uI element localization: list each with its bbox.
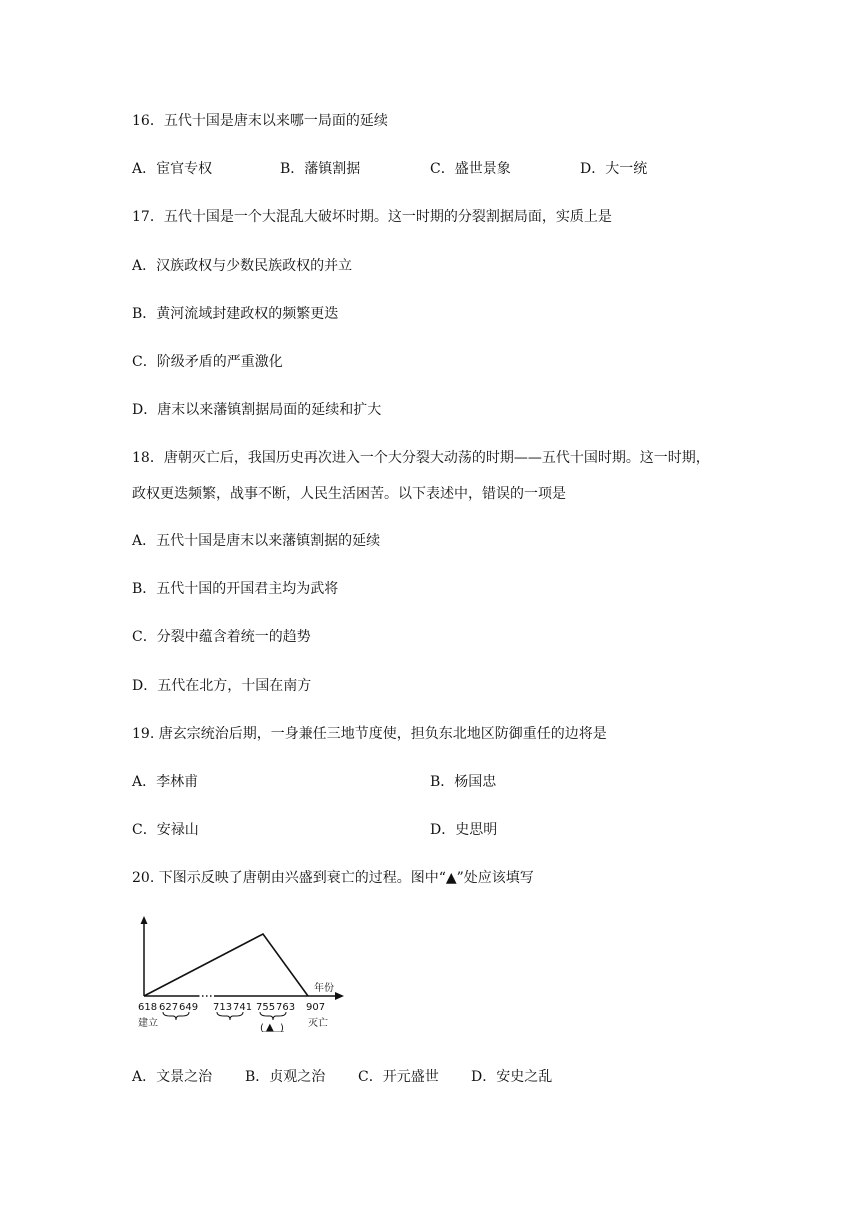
q18-stem-line1: 18．唐朝灭亡后，我国历史再次进入一个大分裂大动荡的时期——五代十国时期。这一时期， [132, 450, 710, 466]
q16-stem: 16．五代十国是唐末以来哪一局面的延续 [132, 113, 388, 129]
q20-option-d: D．安史之乱 [471, 1069, 553, 1085]
x-axis-label: 年份 [314, 983, 334, 994]
year-label-763: 763 [276, 1002, 296, 1013]
year-label-755: 755 [256, 1002, 276, 1013]
q17-option-c: C．阶级矛盾的严重激化 [132, 354, 283, 370]
period-brace-755-763 [260, 1012, 286, 1020]
year-label-627: 627 [159, 1002, 179, 1013]
blank-marker-open-paren: ( [260, 1023, 264, 1032]
year-label-741: 741 [233, 1002, 253, 1013]
q19-option-b: B．杨国忠 [430, 774, 497, 790]
q19-option-c: C．安禄山 [132, 822, 199, 838]
q19-option-d: D．史思明 [430, 822, 498, 838]
q18-option-d: D．五代在北方，十国在南方 [132, 678, 312, 694]
tang-dynasty-rise-fall-diagram [128, 912, 358, 1032]
q16-option-c: C．盛世景象 [430, 161, 511, 177]
period-brace-627-649 [163, 1012, 189, 1020]
q18-stem-line2: 政权更迭频繁，战事不断，人民生活困苦。以下表述中，错误的一项是 [132, 486, 566, 502]
q16-option-d: D．大一统 [580, 161, 648, 177]
q18-option-a: A．五代十国是唐末以来藩镇割据的延续 [132, 533, 381, 549]
y-axis-arrow [141, 916, 148, 924]
blank-marker-close-paren: ) [280, 1023, 284, 1032]
rise-fall-line [144, 934, 308, 996]
q17-stem: 17．五代十国是一个大混乱大破坏时期。这一时期的分裂割据局面，实质上是 [132, 209, 612, 225]
blank-marker-triangle: ▲ [266, 1022, 274, 1032]
q16-option-b: B．藩镇割据 [280, 161, 361, 177]
q20-option-b: B．贞观之治 [245, 1069, 326, 1085]
q16-option-a: A．宦官专权 [132, 161, 213, 177]
end-label: 灭亡 [308, 1018, 328, 1029]
year-label-618: 618 [138, 1002, 158, 1013]
start-label: 建立 [138, 1018, 158, 1029]
q19-stem: 19. 唐玄宗统治后期，一身兼任三地节度使，担负东北地区防御重任的边将是 [132, 726, 607, 742]
q17-option-a: A．汉族政权与少数民族政权的并立 [132, 258, 353, 274]
period-brace-713-741 [217, 1012, 243, 1020]
year-label-713: 713 [213, 1002, 233, 1013]
q18-option-b: B．五代十国的开国君主均为武将 [132, 581, 339, 597]
q20-option-a: A．文景之治 [132, 1069, 213, 1085]
q20-option-c: C．开元盛世 [358, 1069, 439, 1085]
x-axis-arrow [335, 992, 344, 1000]
q18-option-c: C．分裂中蕴含着统一的趋势 [132, 629, 311, 645]
year-label-907: 907 [306, 1002, 326, 1013]
q17-option-d: D．唐末以来藩镇割据局面的延续和扩大 [132, 402, 382, 418]
q17-option-b: B．黄河流域封建政权的频繁更迭 [132, 306, 339, 322]
q20-stem: 20. 下图示反映了唐朝由兴盛到衰亡的过程。图中“▲”处应该填写 [132, 870, 534, 886]
q19-option-a: A．李林甫 [132, 774, 199, 790]
year-label-649: 649 [179, 1002, 199, 1013]
